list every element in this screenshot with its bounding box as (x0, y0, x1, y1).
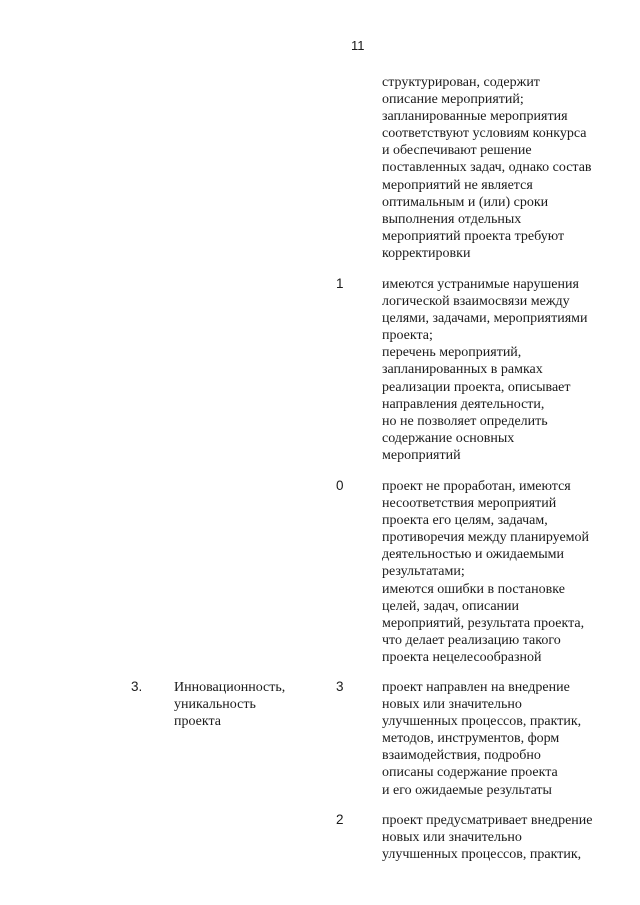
criterion-name: Инновационность, уникальность проекта (174, 680, 286, 730)
criteria-text: имеются устранимые нарушения логической взаимосвязи между целями, задачами, мероприятиями проекта; перечень мероприятий, запланированных в рамках реализации проекта, описывает направления деятельности, но не позволяет определить содержание основных мероприятий (382, 277, 588, 463)
score-value: 3 (336, 679, 344, 694)
page-number: 11 (351, 38, 365, 53)
criteria-text: структурирован, содержит описание мероприятий; запланированные мероприятия соответствуют условиям конкурса и обеспечивают решение поставленных задач, однако состав мероприятий не является оптимальным и (или) сроки выполнения отдельных мероприятий проекта требуют корректировки (382, 75, 592, 261)
criteria-text: проект направлен на внедрение новых или значительно улучшенных процессов, практик, методов, инструментов, форм взаимодействия, подробно описаны содержание проекта и его ожидаемые результаты (382, 680, 582, 798)
criteria-text: проект предусматривает внедрение новых или значительно улучшенных процессов, практик, (382, 813, 593, 863)
criterion-number: 3. (131, 679, 143, 694)
criteria-text: проект не проработан, имеются несоответствия мероприятий проекта его целям, задачам, противоречия между планируемой деятельностью и ожидаемыми результатами; имеются ошибки в постановке целей, задач, описании мероприятий, результата проекта, что делает реализацию такого проекта нецелесообразной (382, 479, 590, 665)
score-value: 1 (336, 276, 344, 291)
score-value: 0 (336, 478, 344, 493)
score-value: 2 (336, 812, 344, 827)
